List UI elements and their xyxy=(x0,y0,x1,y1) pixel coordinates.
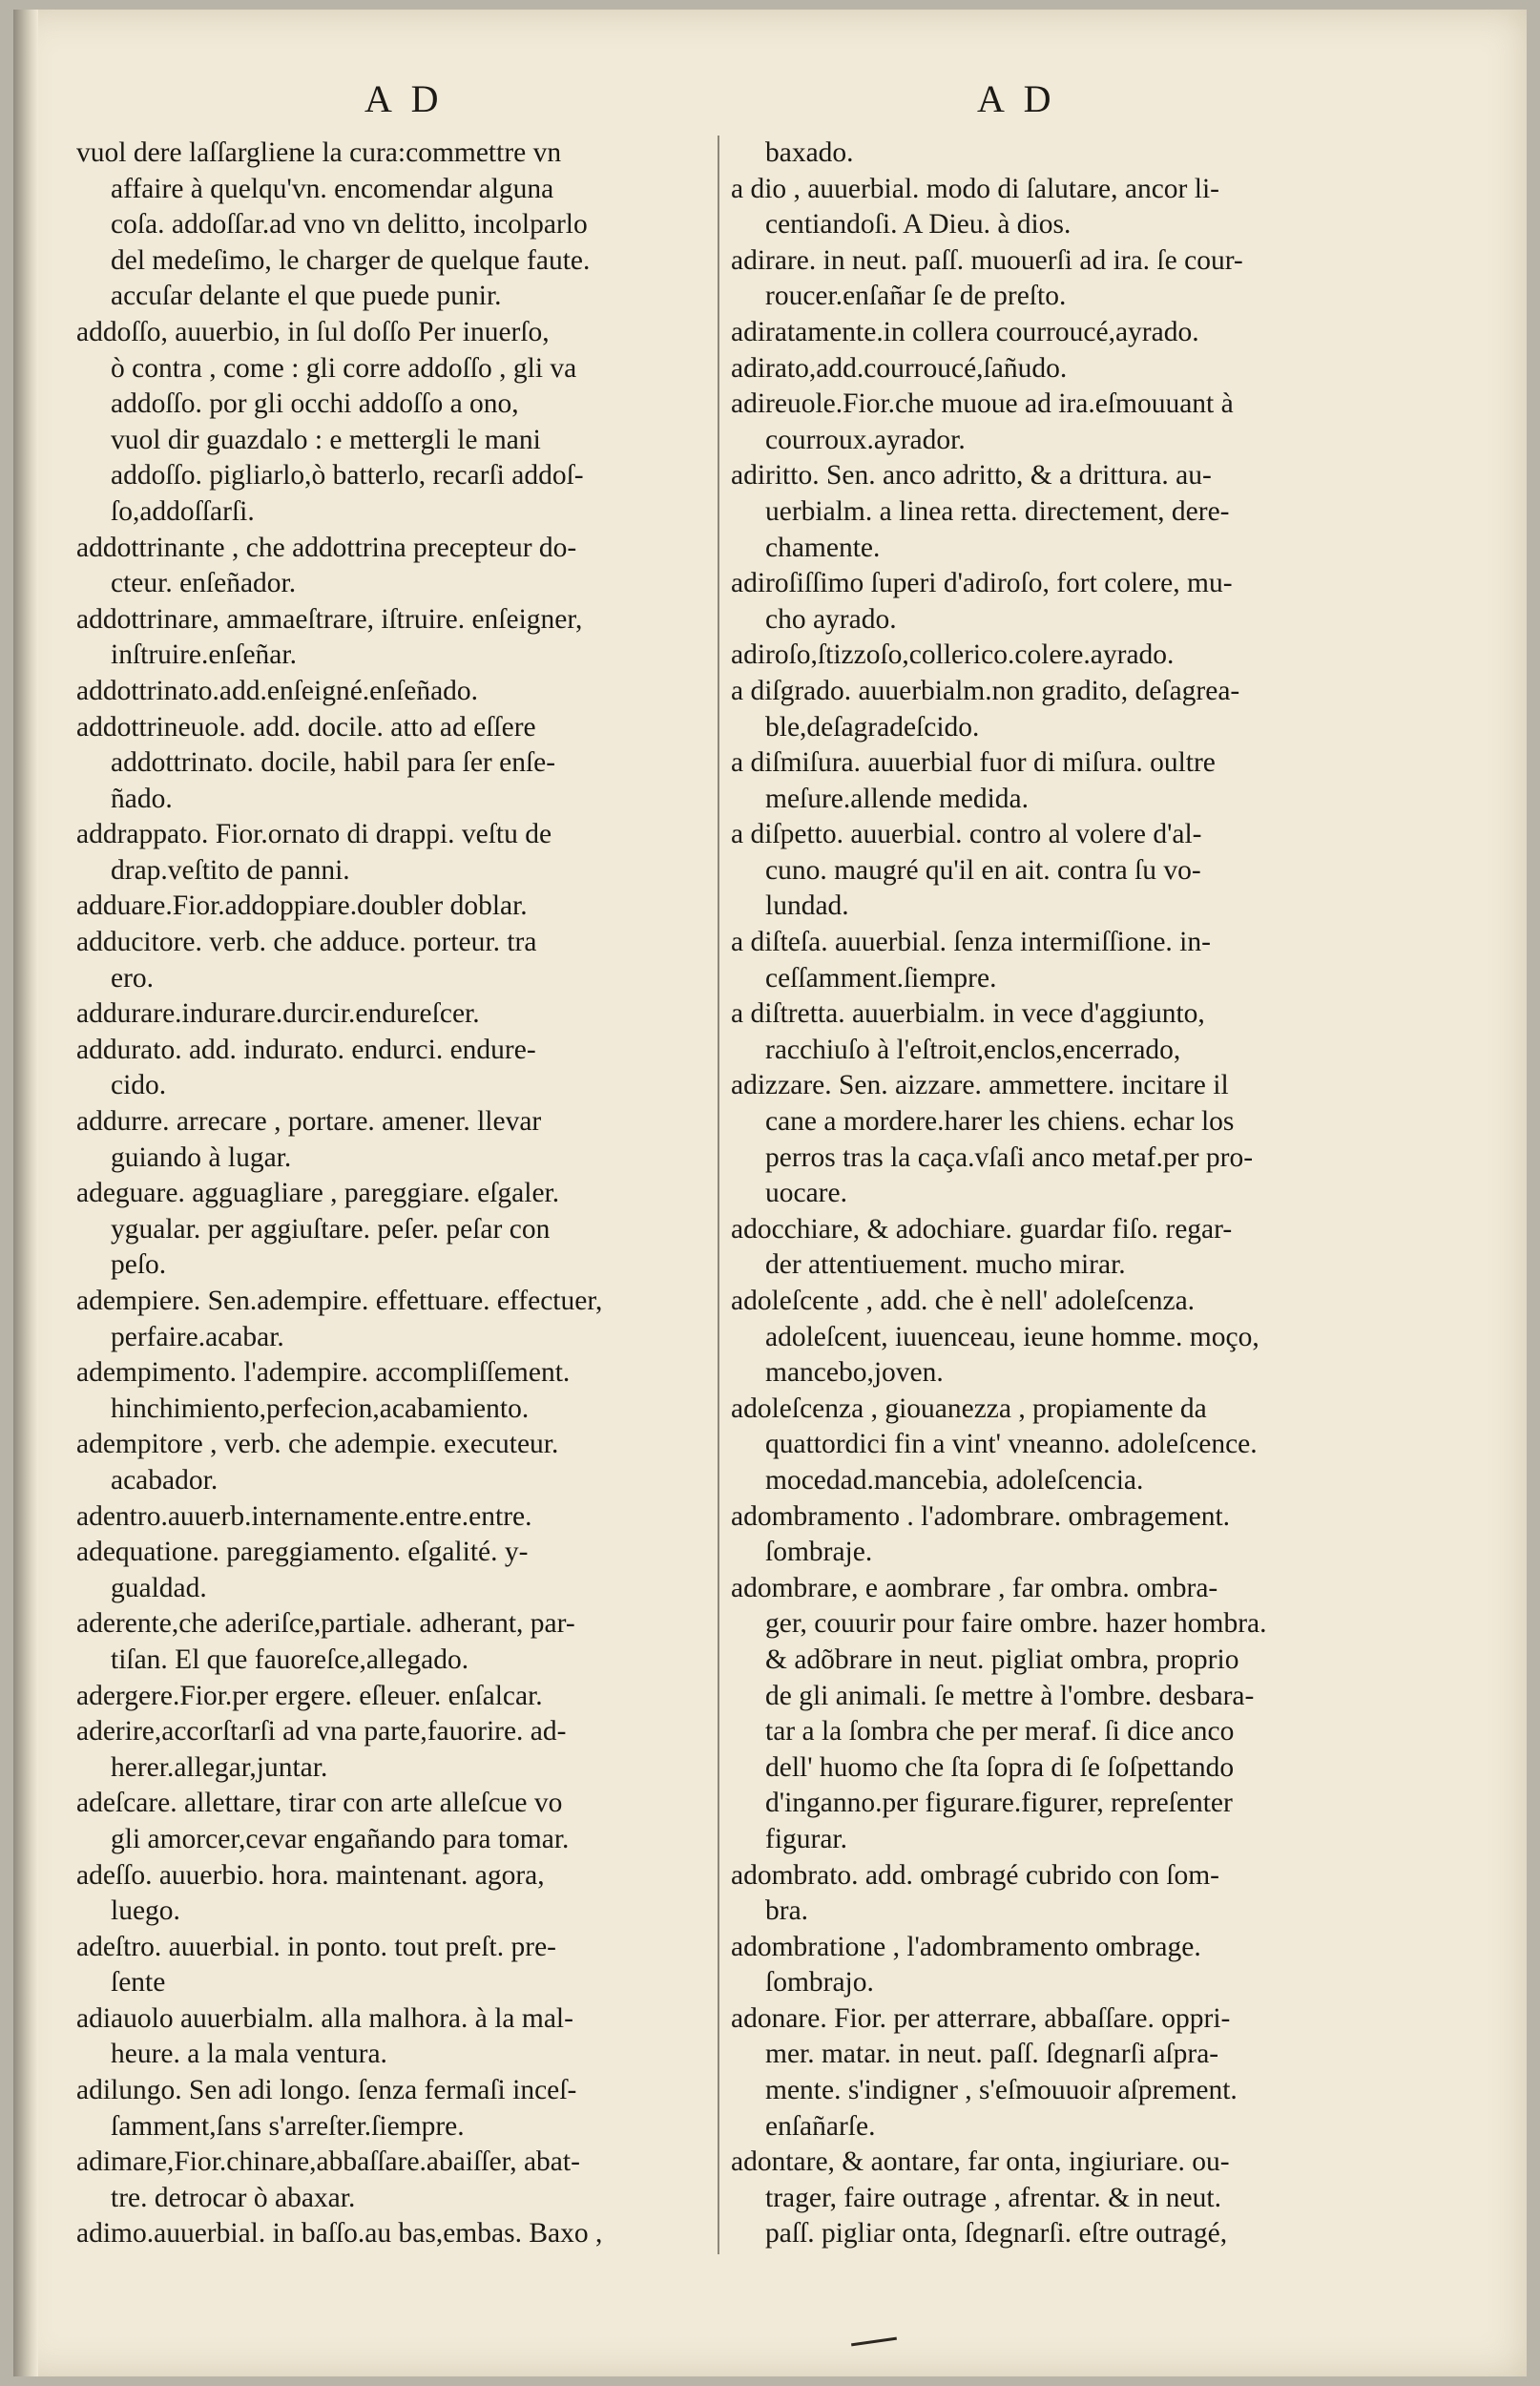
dictionary-line: gli amorcer,cevar engañando para tomar. xyxy=(111,1823,570,1854)
column-divider xyxy=(718,136,719,2254)
dictionary-line: vuol dir guazdalo : e mettergli le mani xyxy=(111,424,541,455)
dictionary-line: addurare.indurare.durcir.endureſcer. xyxy=(76,998,480,1030)
dictionary-line: luego. xyxy=(111,1895,180,1927)
dictionary-line: & adõbrare in neut. pigliat ombra, proprio xyxy=(765,1643,1239,1675)
dictionary-line: addottrinato. docile, habil para ſer enſe- xyxy=(111,747,556,779)
dictionary-line: adiroſo,ſtizzoſo,collerico.colere.ayrado. xyxy=(731,639,1175,671)
dictionary-line: adeſtro. auuerbial. in ponto. tout preſt. pre- xyxy=(76,1931,556,1962)
dictionary-line: addoſſo, auuerbio, in ſul doſſo Per inuerſo, xyxy=(76,316,550,347)
dictionary-line: cuno. maugré qu'il en ait. contra ſu vo- xyxy=(765,854,1201,886)
dictionary-line: vuol dere laſſargliene la cura:commettre vn xyxy=(76,137,562,168)
dictionary-line: adiratamente.in collera courroucé,ayrado. xyxy=(731,316,1199,347)
dictionary-line: der attentiuement. mucho mirar. xyxy=(765,1249,1126,1281)
dictionary-line: figurar. xyxy=(765,1823,848,1854)
dictionary-line: mancebo,joven. xyxy=(765,1357,944,1389)
dictionary-line: enſañarſe. xyxy=(765,2110,876,2142)
dictionary-line: adeguare. agguagliare , pareggiare. eſgaler. xyxy=(76,1178,560,1209)
dictionary-line: accuſar delante el que puede punir. xyxy=(111,281,502,312)
dictionary-line: adocchiare, & adochiare. guardar fiſo. regar- xyxy=(731,1213,1233,1245)
dictionary-line: tiſan. El que fauoreſce,allegado. xyxy=(111,1643,469,1675)
dictionary-line: d'inganno.per figurare.figurer, repreſenter xyxy=(765,1788,1233,1819)
dictionary-line: addoſſo. pigliarlo,ò batterlo, recarſi addoſ- xyxy=(111,460,584,492)
dictionary-line: ygualar. per aggiuſtare. peſer. peſar con xyxy=(111,1213,551,1245)
left-column-header: A D xyxy=(364,77,445,120)
dictionary-line: adombrato. add. ombragé cubrido con ſom- xyxy=(731,1859,1220,1891)
dictionary-line: gualdad. xyxy=(111,1572,207,1603)
dictionary-line: courroux.ayrador. xyxy=(765,424,966,455)
dictionary-line: paſſ. pigliar onta, ſdegnarſi. eſtre outragé, xyxy=(765,2218,1228,2250)
dictionary-line: guiando à lugar. xyxy=(111,1141,292,1173)
dictionary-line: adombramento . l'adombrare. ombragement. xyxy=(731,1500,1231,1532)
dictionary-line: addoſſo. por gli occhi addoſſo a ono, xyxy=(111,388,519,420)
dictionary-line: perros tras la caça.vſaſi anco metaf.per pro- xyxy=(765,1141,1254,1173)
dictionary-line: herer.allegar,juntar. xyxy=(111,1751,328,1783)
dictionary-line: lundad. xyxy=(765,890,849,922)
dictionary-line: aderente,che aderiſce,partiale. adherant, par- xyxy=(76,1608,575,1640)
dictionary-line: racchiuſo à l'eſtroit,enclos,encerrado, xyxy=(765,1034,1181,1065)
dictionary-line: a diſmiſura. auuerbial fuor di miſura. oultre xyxy=(731,747,1216,779)
dictionary-line: centiandoſi. A Dieu. à dios. xyxy=(765,209,1072,241)
dictionary-line: adducitore. verb. che adduce. porteur. tra xyxy=(76,927,537,958)
dictionary-line: adequatione. pareggiamento. eſgalité. y- xyxy=(76,1537,529,1568)
dictionary-line: cteur. enſeñador. xyxy=(111,568,297,599)
dictionary-page xyxy=(13,10,1527,2376)
dictionary-line: a dio , auuerbial. modo di ſalutare, ancor li- xyxy=(731,173,1219,204)
dictionary-line: a diſteſa. auuerbial. ſenza intermiſſione. in- xyxy=(731,927,1211,958)
dictionary-line: adimare,Fior.chinare,abbaſſare.abaiſſer, abat- xyxy=(76,2146,580,2178)
dictionary-line: addurato. add. indurato. endurci. endure- xyxy=(76,1034,536,1065)
right-column xyxy=(731,136,1351,2252)
dictionary-line: adeſſo. auuerbio. hora. maintenant. agora, xyxy=(76,1859,545,1891)
dictionary-line: peſo. xyxy=(111,1249,167,1281)
dictionary-line: ñado. xyxy=(111,783,173,814)
dictionary-line: adempitore , verb. che adempie. executeur. xyxy=(76,1429,559,1460)
dictionary-line: adiauolo auuerbialm. alla malhora. à la mal- xyxy=(76,2002,573,2034)
dictionary-line: addottrineuole. add. docile. atto ad eſſere xyxy=(76,711,536,743)
dictionary-line: bra. xyxy=(765,1895,809,1927)
dictionary-line: mer. matar. in neut. paſſ. ſdegnarſi aſpra- xyxy=(765,2039,1219,2070)
dictionary-line: de gli animali. ſe mettre à l'ombre. desbara- xyxy=(765,1680,1255,1711)
dictionary-line: a diſpetto. auuerbial. contro al volere d'al- xyxy=(731,819,1202,850)
dictionary-line: ſombrajo. xyxy=(765,1967,874,1999)
dictionary-line: adoleſcente , add. che è nell' adoleſcenza. xyxy=(731,1286,1196,1316)
dictionary-line: adizzare. Sen. aizzare. ammettere. incitare il xyxy=(731,1070,1229,1101)
dictionary-line: ò contra , come : gli corre addoſſo , gli va xyxy=(111,352,577,384)
dictionary-line: addurre. arrecare , portare. amener. llevar xyxy=(76,1106,542,1138)
dictionary-line: addrappato. Fior.ornato di drappi. veſtu de xyxy=(76,819,552,850)
dictionary-line: ſombraje. xyxy=(765,1537,873,1568)
dictionary-line: heure. a la mala ventura. xyxy=(111,2039,387,2070)
dictionary-line: ceſſamment.ſiempre. xyxy=(765,962,997,994)
dictionary-line: adergere.Fior.per ergere. eſleuer. enſalcar. xyxy=(76,1680,543,1711)
dictionary-line: dell' huomo che ſta ſopra di ſe ſoſpettando xyxy=(765,1751,1235,1783)
dictionary-line: cane a mordere.harer les chiens. echar los xyxy=(765,1106,1235,1138)
dictionary-line: tre. detrocar ò abaxar. xyxy=(111,2182,356,2213)
dictionary-line: ger, couurir pour faire ombre. hazer hombra. xyxy=(765,1608,1267,1640)
dictionary-line: adilungo. Sen adi longo. ſenza fermaſi inceſ- xyxy=(76,2075,577,2106)
dictionary-line: mente. s'indigner , s'eſmouuoir aſprement. xyxy=(765,2075,1238,2106)
dictionary-line: coſa. addoſſar.ad vno vn delitto, incolparlo xyxy=(111,209,588,241)
dictionary-line: del medeſimo, le charger de quelque faute. xyxy=(111,244,591,276)
dictionary-line: adontare, & aontare, far onta, ingiuriare. ou- xyxy=(731,2146,1230,2178)
dictionary-line: hinchimiento,perfecion,acabamiento. xyxy=(111,1392,530,1424)
dictionary-line: adiroſiſſimo ſuperi d'adiroſo, fort colere, mu- xyxy=(731,568,1233,599)
dictionary-line: affaire à quelqu'vn. encomendar alguna xyxy=(111,173,554,204)
dictionary-line: aderire,accorſtarſi ad vna parte,fauorire. ad- xyxy=(76,1716,567,1748)
dictionary-line: ſamment,ſans s'arreſter.ſiempre. xyxy=(111,2110,465,2142)
dictionary-line: meſure.allende medida. xyxy=(765,783,1030,814)
dictionary-line: inſtruire.enſeñar. xyxy=(111,639,297,671)
dictionary-line: ero. xyxy=(111,962,155,994)
dictionary-line: adempimento. l'adempire. accompliſſement. xyxy=(76,1357,571,1389)
dictionary-line: quattordici fin a vint' vneanno. adoleſcence. xyxy=(765,1429,1258,1460)
right-column-header: A D xyxy=(977,77,1057,120)
dictionary-line: adirare. in neut. paſſ. muouerſi ad ira. ſe cour- xyxy=(731,244,1243,276)
dictionary-line: chamente. xyxy=(765,532,881,563)
dictionary-line: adimo.auuerbial. in baſſo.au bas,embas. Baxo , xyxy=(76,2218,603,2250)
dictionary-line: adeſcare. allettare, tirar con arte alleſcue vo xyxy=(76,1788,563,1819)
dictionary-line: uocare. xyxy=(765,1178,847,1209)
dictionary-line: adombrare, e aombrare , far ombra. ombra- xyxy=(731,1572,1218,1603)
dictionary-line: cho ayrado. xyxy=(765,603,897,635)
dictionary-line: drap.veſtito de panni. xyxy=(111,854,350,886)
dictionary-line: acabador. xyxy=(111,1464,219,1496)
dictionary-line: adempiere. Sen.adempire. effettuare. effectuer, xyxy=(76,1286,603,1316)
dictionary-line: ſente xyxy=(111,1967,166,1999)
dictionary-line: mocedad.mancebia, adoleſcencia. xyxy=(765,1464,1144,1496)
dictionary-line: trager, faire outrage , afrentar. & in neut. xyxy=(765,2182,1221,2213)
dictionary-line: adoleſcent, iuuenceau, ieune homme. moço, xyxy=(765,1321,1259,1352)
dictionary-line: a diſgrado. auuerbialm.non gradito, deſagrea- xyxy=(731,675,1240,706)
dictionary-line: uerbialm. a linea retta. directement, dere- xyxy=(765,495,1230,527)
dictionary-line: ble,deſagradeſcido. xyxy=(765,711,980,743)
dictionary-line: adiritto. Sen. anco adritto, & a drittura. au- xyxy=(731,460,1212,492)
dictionary-line: tar a la ſombra che per meraf. ſi dice anco xyxy=(765,1716,1235,1748)
dictionary-line: adombratione , l'adombramento ombrage. xyxy=(731,1931,1201,1962)
dictionary-line: cido. xyxy=(111,1070,167,1101)
dictionary-line: adentro.auuerb.internamente.entre.entre. xyxy=(76,1500,532,1532)
dictionary-line: adirato,add.courroucé,ſañudo. xyxy=(731,352,1068,384)
dictionary-line: ſo,addoſſarſi. xyxy=(111,495,255,527)
dictionary-line: a diſtretta. auuerbialm. in vece d'aggiunto, xyxy=(731,998,1205,1030)
dictionary-line: adireuole.Fior.che muoue ad ira.eſmouuant à xyxy=(731,388,1234,420)
dictionary-line: adonare. Fior. per atterrare, abbaſſare. oppri- xyxy=(731,2002,1231,2034)
dictionary-line: roucer.enſañar ſe de preſto. xyxy=(765,281,1067,312)
dictionary-line: addottrinante , che addottrina precepteur do- xyxy=(76,532,577,563)
book-spine-shadow xyxy=(13,10,38,2376)
dictionary-line: baxado. xyxy=(765,137,854,168)
page-footer-mark xyxy=(851,2337,897,2347)
dictionary-line: adoleſcenza , giouanezza , propiamente da xyxy=(731,1392,1207,1424)
dictionary-line: addottrinare, ammaeſtrare, iſtruire. enſeigner, xyxy=(76,603,583,635)
dictionary-line: perfaire.acabar. xyxy=(111,1321,284,1352)
dictionary-line: adduare.Fior.addoppiare.doubler doblar. xyxy=(76,890,528,922)
dictionary-line: addottrinato.add.enſeigné.enſeñado. xyxy=(76,675,479,706)
left-column xyxy=(76,136,716,2252)
